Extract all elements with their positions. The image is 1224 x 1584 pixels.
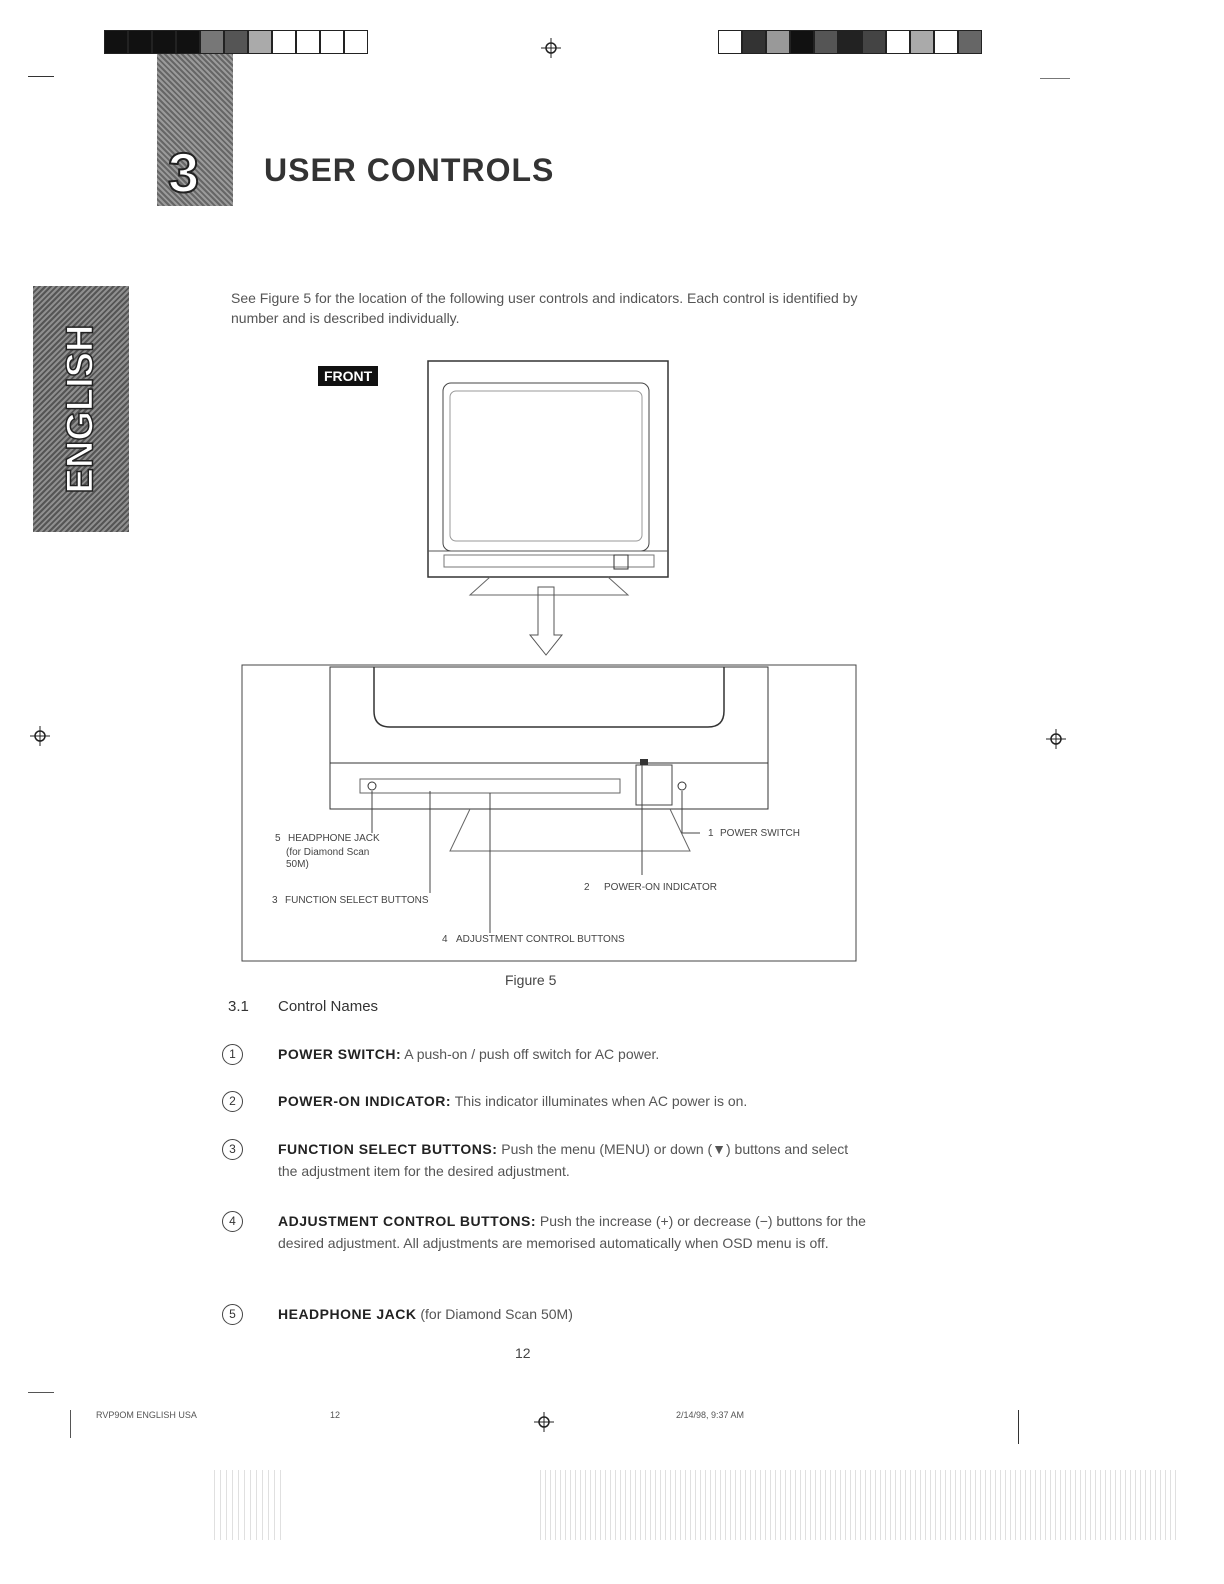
item-number: 5	[222, 1304, 243, 1325]
callout-adjustment: ADJUSTMENT CONTROL BUTTONS	[456, 934, 625, 945]
front-label: FRONT	[318, 366, 378, 386]
item-term: POWER SWITCH:	[278, 1046, 402, 1062]
item-number: 1	[222, 1044, 243, 1065]
crop-mark	[70, 1410, 71, 1438]
item-term: ADJUSTMENT CONTROL BUTTONS:	[278, 1213, 536, 1229]
callout-power-on: POWER-ON INDICATOR	[604, 882, 717, 893]
registration-bar-right	[718, 30, 982, 54]
item-description: This indicator illuminates when AC power is on.	[454, 1093, 748, 1109]
callout-power-on-number: 2	[584, 882, 590, 893]
item-description: (for Diamond Scan 50M)	[420, 1306, 573, 1322]
registration-bar-left	[104, 30, 368, 54]
callout-headphone-sub2: 50M)	[286, 859, 309, 870]
page-number: 12	[515, 1345, 531, 1361]
section-number: 3.1	[228, 998, 249, 1015]
chapter-number: 3	[168, 141, 200, 204]
callout-power-switch: POWER SWITCH	[720, 828, 800, 839]
callout-headphone-number: 5	[275, 833, 281, 844]
item-term: HEADPHONE JACK	[278, 1306, 417, 1322]
item-description: A push-on / push off switch for AC power.	[404, 1046, 660, 1062]
callout-function-number: 3	[272, 895, 278, 906]
registration-crosshair-top-icon	[541, 38, 561, 58]
callout-headphone-sub: (for Diamond Scan	[286, 847, 370, 858]
callout-headphone: HEADPHONE JACK	[288, 833, 380, 844]
item-number: 3	[222, 1139, 243, 1160]
footer-page: 12	[330, 1410, 341, 1420]
item-term: FUNCTION SELECT BUTTONS:	[278, 1141, 498, 1157]
monitor-front-illustration	[240, 355, 860, 965]
callout-function: FUNCTION SELECT BUTTONS	[285, 895, 429, 906]
item-description: Push the menu (MENU) or down (▼) buttons and select the adjustment item for the desired adjustment.	[278, 1141, 849, 1179]
page-title: USER CONTROLS	[264, 152, 555, 188]
footer-file: RVP9OM ENGLISH USA	[96, 1410, 197, 1420]
item-power-switch	[278, 1043, 868, 1065]
crop-mark	[1018, 1410, 1019, 1444]
crop-mark	[28, 1392, 54, 1393]
item-number: 4	[222, 1211, 243, 1232]
scan-noise	[214, 1470, 284, 1540]
figure-caption: Figure 5	[505, 972, 557, 988]
crop-mark	[1040, 78, 1070, 79]
item-headphone-jack	[278, 1303, 868, 1325]
intro-paragraph: See Figure 5 for the location of the following user controls and indicators. Each control is identified by number and is described individually.	[231, 290, 858, 326]
scan-noise	[540, 1470, 1180, 1540]
language-tab-label: ENGLISH	[59, 324, 102, 494]
registration-crosshair-right-icon	[1046, 729, 1066, 749]
section-title: Control Names	[278, 998, 379, 1015]
registration-crosshair-left-icon	[30, 726, 50, 746]
language-tab	[33, 286, 129, 532]
item-description: Push the increase (+) or decrease (−) buttons for the desired adjustment. All adjustments are memorised automatically when OSD menu is off.	[278, 1213, 866, 1251]
callout-power-switch-number: 1	[708, 828, 714, 839]
callout-adjustment-number: 4	[442, 934, 448, 945]
item-power-on-indicator	[278, 1090, 868, 1112]
item-number: 2	[222, 1091, 243, 1112]
item-term: POWER-ON INDICATOR:	[278, 1093, 452, 1109]
registration-crosshair-bottom-icon	[534, 1412, 554, 1432]
crop-mark	[28, 76, 54, 77]
item-adjustment-control	[278, 1210, 868, 1254]
footer-timestamp: 2/14/98, 9:37 AM	[676, 1410, 745, 1420]
item-function-select	[278, 1138, 868, 1182]
